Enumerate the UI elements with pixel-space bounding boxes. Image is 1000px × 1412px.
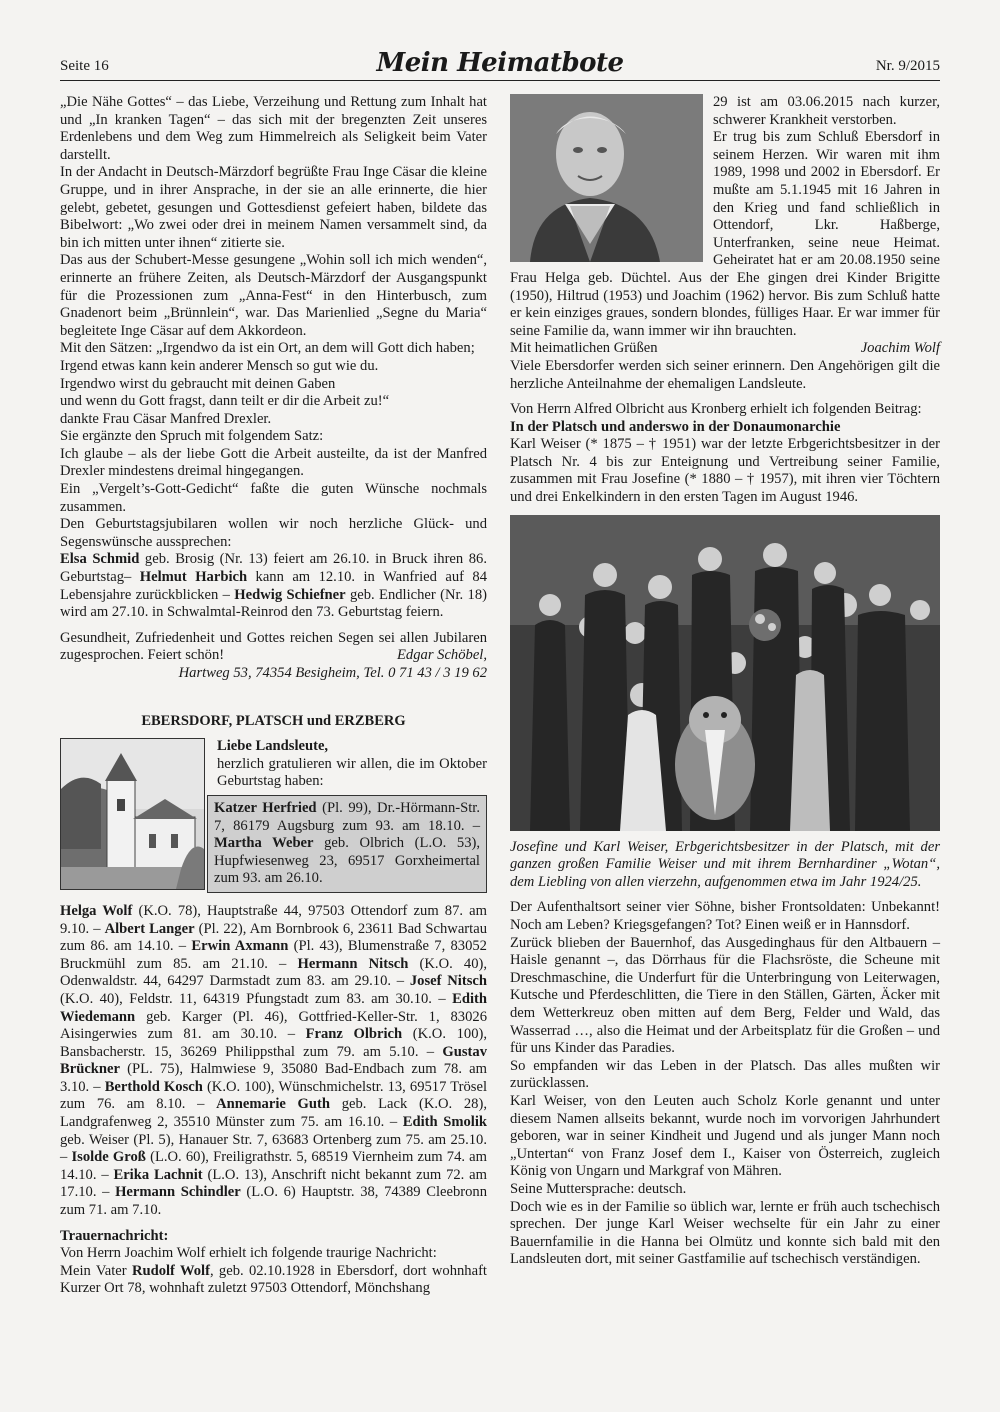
jubilar-text: geb. Weiser (Pl. 5), Hanauer Str. 7, 63683 Ortenberg zum 75. am 25.10. –: [60, 1131, 487, 1166]
jubilar-name: Annemarie Guth: [216, 1096, 330, 1113]
paragraph: Den Geburtstagsjubilaren wollen wir noch herzliche Glück- und Segenswünsche aussprechen:: [60, 516, 487, 550]
paragraph: Sie ergänzte den Spruch mit folgendem Satz:: [60, 428, 324, 445]
birthday-list: [60, 903, 487, 1220]
mourning-text-part: , geb. 02.10.1928 in Ebersdorf, dort wohnhaft Kurzer Ort 78, wohnhaft zuletzt 97503 Ottendorf, Mönchshang: [60, 1262, 487, 1297]
jubilar-text: geb. Karger (Pl. 46), Gottfried-Keller-Str. 1, 83026 Aisingerwies zum 81. am 30.10. –: [60, 1008, 487, 1043]
jubilar-text: (L.O. 60), Freiligrathstr. 5, 68519 Viernheim zum 74. am 14.10. –: [60, 1149, 488, 1183]
jubilar-name: Josef Nitsch: [409, 973, 487, 990]
paragraph: Von Herrn Alfred Olbricht aus Kronberg erhielt ich folgenden Beitrag:: [510, 401, 922, 418]
paragraph: Das aus der Schubert-Messe gesungene „Wohin soll ich mich wenden“, erinnerte an frühere Zeiten, als Deutsch-Märzdorf der Ausgangspunkt für die Prozessionen zum „Anna-Fest“ in den Hinterbusch, zum Gnadenort beim „Brünnlein“, war. Das Marienlied „Segne du Maria“ begleitete Inge Cäsar auf dem Akkordeon.: [60, 252, 487, 339]
jubilar-name: Erwin Axmann: [191, 938, 289, 955]
paragraph: Viele Ebersdorfer werden sich seiner erinnern. Den Angehörigen gilt die herzliche Anteilnahme der ehemaligen Landsleute.: [510, 357, 940, 392]
paragraph: Zurück blieben der Bauernhof, das Ausgedinghaus für den Altbauern – Haisle genannt –, das Dörrhaus für die Flachsröste, die Scheune mit Dreschmaschine, die Underfurt für die Unterbringung von Leiterwagen, Kutsche und Pferdeschlitten, die Tiere in den Ställen, Gärten, Äcker mit dem Wetterkreuz oben mitten auf dem Berg, Felder und Wald, das Wasserrad …, also die Heimat und der Arbeitsplatz für die Großen – und für uns Kinder das Paradies.: [510, 934, 940, 1057]
paragraph: So empfanden wir das Leben in der Platsch. Das alles mußten wir zurücklassen.: [510, 1057, 940, 1092]
paragraph: dankte Frau Cäsar Manfred Drexler.: [60, 410, 272, 427]
greeting-line: [510, 340, 940, 358]
jubilar-name: Katzer Herfried: [214, 799, 317, 816]
jubilar-name: Hermann Nitsch: [297, 955, 409, 972]
church-photo: [60, 738, 205, 890]
jubilar-name: Isolde Groß: [71, 1149, 146, 1166]
author-name: Edgar Schöbel,: [397, 647, 487, 664]
jubilar-name: Elsa Schmid: [60, 551, 140, 568]
jubilar-name: Helga Wolf: [60, 902, 133, 919]
paragraph: „Die Nähe Gottes“ – das Liebe, Verzeihung und Rettung zum Inhalt hat und „In kranken Tagen“ – das sich mit der bregenzten Zeit unseres Erdenlebens und dem Weg zum Himmelreich als Seligkeit beim Vater darstellt.: [60, 94, 487, 163]
paragraph: Doch wie es in der Familie so üblich war, lernte er früh auch tschechisch sprechen. Der junge Karl Weiser wechselte für ein Jahr zu einer Bauernfamilie in die Hanna bei Olmütz und konnte sich bald mit den Landsleuten dort, mit seiner Gastfamilie auf tschechisch verständigen.: [510, 1198, 940, 1268]
jubilar-name: Edith Wiedemann: [60, 990, 487, 1025]
jubilar-text: (PL. 75), Halmwiese 9, 35080 Bad-Endbach zum 78. am 3.10. –: [60, 1061, 487, 1095]
jubilar-name: Albert Langer: [104, 920, 195, 937]
jubilar-name: Franz Olbrich: [305, 1026, 403, 1043]
jubilar-name: Helmut Harbich: [139, 569, 248, 586]
jubilar-text: (Pl. 22), Am Bornbrook 6, 23611 Bad Schwartau zum 86. am 14.10. –: [60, 920, 487, 955]
jubilar-text: (K.O. 100), Wünschmichelstr. 13, 69517 Trösel zum 76. am 8.10. –: [60, 1078, 488, 1113]
greeting-block: [60, 738, 487, 893]
paragraph: und wenn du Gott fragst, dann teilt er dir die Arbeit zu!“: [60, 393, 390, 410]
paragraph: In der Andacht in Deutsch-Märzdorf begrüßte Frau Inge Cäsar die kleine Gruppe, und in ihrer Ansprache, in der sie an alle erinnerte, die hier gelebt, gebetet, gesungen und Gottesdienst gefeiert haben, bildete das Bibelwort: „Wo zwei oder drei in meinem Namen versammelt sind, da bin ich mitten unter ihnen“ zitierte sie.: [60, 164, 487, 251]
jubilar-text: (K.O. 78), Hauptstraße 44, 97503 Ottendorf zum 87. am 9.10. –: [60, 902, 487, 937]
page-header: [60, 48, 940, 81]
paragraph: Karl Weiser (* 1875 – † 1951) war der letzte Erbgerichtsbesitzer in der Platsch Nr. 4 bis zur Enteignung und Vertreibung seiner Familie, zusammen mit Frau Josefine (* 1880 – † 1957), mit ihren vier Töchtern und drei Enkelkindern in den ersten Tagen im August 1946.: [510, 436, 940, 506]
issue-number: Nr. 9/2015: [875, 58, 940, 74]
greeting-text-block: [205, 738, 487, 893]
jubilar-name: Edith Smolik: [402, 1114, 487, 1131]
paragraph: Irgendwo wirst du gebraucht mit deinen Gaben: [60, 375, 336, 392]
section-title: EBERSDORF, PLATSCH und ERZBERG: [141, 712, 406, 729]
mourning-text: Von Herrn Joachim Wolf erhielt ich folgende traurige Nachricht:: [60, 1245, 437, 1262]
birthday-paragraph: [60, 551, 487, 621]
page-number: Seite 16: [60, 58, 109, 74]
right-column: [510, 94, 940, 1269]
obituary-text: 29 ist am 03.06.2015 nach kurzer, schwerer Krankheit verstorben.: [713, 94, 940, 128]
jubilar-text: (L.O. 6) Hauptstr. 38, 74389 Cleebronn zum 71. am 7.10.: [60, 1184, 488, 1219]
mourning-title: Trauernachricht:: [60, 1227, 169, 1244]
jubilar-name: Erika Lachnit: [113, 1166, 203, 1183]
jubilar-text: geb. Lack (K.O. 28), Landgrafenweg 2, 35510 Münster zum 75. am 16.10. –: [60, 1096, 487, 1131]
highlight-box: [207, 795, 487, 893]
author-name: Joachim Wolf: [860, 340, 940, 357]
greeting-title: Liebe Landsleute,: [217, 738, 329, 755]
paragraph: Irgend etwas kann kein anderer Mensch so gut wie du.: [60, 357, 379, 374]
jubilar-name: Martha Weber: [214, 835, 314, 852]
jubilar-text: geb. Olbrich (L.O. 53), Hupfwiesenweg 23, 69517 Gorxheimertal zum 93. am 26.10.: [214, 835, 480, 887]
paragraph: Ein „Vergelt’s-Gott-Gedicht“ faßte die guten Wünsche nochmals zusammen.: [60, 481, 487, 515]
portrait-photo: [510, 94, 703, 262]
jubilar-text: geb. Brosig (Nr. 13) feiert am 26.10. in Bruck ihren 86. Geburtstag–: [60, 551, 487, 586]
photo-caption: Josefine und Karl Weiser, Erbgerichtsbesitzer in der Platsch, mit der ganzen großen Familie Weiser und mit ihrem Bernhardiner „Wotan“, dem Liebling von allen vierzehn, aufgenommen etwa im Jahr 1924/25.: [510, 838, 940, 890]
paragraph: Der Aufenthaltsort seiner vier Söhne, bisher Frontsoldaten: Unbekannt! Noch am Leben? Kriegsgefangen? Tot? Einen weiß er in Hannsdorf.: [510, 899, 940, 934]
jubilar-name: Hedwig Schiefner: [234, 586, 346, 603]
author-address: Hartweg 53, 74354 Besigheim, Tel. 0 71 43 / 3 19 62: [178, 665, 487, 681]
jubilar-text: (Pl. 43), Blumenstraße 7, 83052 Bruckmühl zum 85. am 21.10. –: [60, 938, 487, 972]
paragraph: Mit den Sätzen: „Irgendwo da ist ein Ort, an dem will Gott dich haben;: [60, 340, 475, 357]
jubilar-text: (K.O. 100), Bansbacherstr. 15, 36269 Philippsthal zum 79. am 5.10. –: [60, 1026, 487, 1060]
jubilar-text: (K.O. 40), Odenwaldstr. 44, 64297 Darmstadt zum 83. am 29.10. –: [60, 955, 487, 990]
mourning-text-part: Mein Vater: [60, 1262, 132, 1279]
jubilar-name: Hermann Schindler: [115, 1184, 241, 1201]
paragraph: Karl Weiser, von den Leuten auch Scholz Korle genannt und unter diesem Namen allseits bekannt, wurde noch im vorvorigen Jahrhundert geboren, war in seiner Kindheit und Jugend und als junger Mann noch „Untertan“ von Franz Josef dem I., Kaiser von Österreich, zugleich König von Ungarn und Markgraf von Mähren.: [510, 1092, 940, 1180]
jubilar-text: kann am 12.10. in Wanfried auf 84 Lebensjahre zurückblicken –: [60, 569, 488, 603]
paragraph: Ich glaube – als der liebe Gott die Arbeit austeilte, da ist der Manfred Drexler mindestens dreimal hingegangen.: [60, 445, 487, 480]
closing-text: Gesundheit, Zufriedenheit und Gottes reichen Segen sei allen Jubilaren zugesprochen. Feiert schön!: [60, 629, 487, 664]
jubilar-name: Berthold Kosch: [104, 1078, 203, 1095]
closing-paragraph: [60, 630, 487, 665]
left-column: [60, 94, 487, 1298]
greeting-phrase: Mit heimatlichen Grüßen: [510, 340, 658, 357]
jubilar-text: geb. Endlicher (Nr. 18) wird am 27.10. in Schwalmtal-Reinrod den 73. Geburtstag feiern.: [60, 586, 487, 621]
jubilar-text: (Pl. 99), Dr.-Hörmann-Str. 7, 86179 Augsburg zum 93. am 18.10. –: [214, 799, 480, 834]
mourning-text: [60, 1263, 487, 1298]
paragraph: Seine Muttersprache: deutsch.: [510, 1180, 687, 1197]
jubilar-text: (K.O. 40), Feldstr. 11, 64319 Pfungstadt zum 83. am 30.10. –: [60, 990, 453, 1007]
jubilar-name: Gustav Brückner: [60, 1043, 487, 1078]
article-title: In der Platsch und anderswo in der Donaumonarchie: [510, 418, 841, 435]
family-photo: [510, 515, 940, 831]
greeting-text: herzlich gratulieren wir allen, die im Oktober Geburtstag haben:: [217, 755, 487, 790]
masthead-title: Mein Heimatbote: [376, 48, 624, 78]
obituary-text: Er trug bis zum Schluß Ebersdorf in seinem Herzen. Wir waren mit ihm 1989, 1998 und 2002 in Ebersdorf. Er mußte am 5.1.1945 mit 16 Jahren in den Krieg und fand schließlich in Ottendorf, Lkr. Haßberge, Unterfranken, seine neue Heimat. Geheiratet hat er am 20.08.1950 seine Frau Helga geb. Düchtel. Aus der Ehe gingen drei Kinder Brigitte (1950), Hiltrud (1953) und Joachim (1962) hervor. Bis zum Schluß hatte er kein einziges graues, sondern blondes, fülliges Haar. Er war immer für seine Familie da, wann immer wir ihn brauchten.: [510, 129, 940, 339]
deceased-name: Rudolf Wolf: [131, 1262, 210, 1279]
jubilar-text: (L.O. 13), Anschrift nicht bekannt zum 72. am 17.10. –: [60, 1166, 487, 1201]
